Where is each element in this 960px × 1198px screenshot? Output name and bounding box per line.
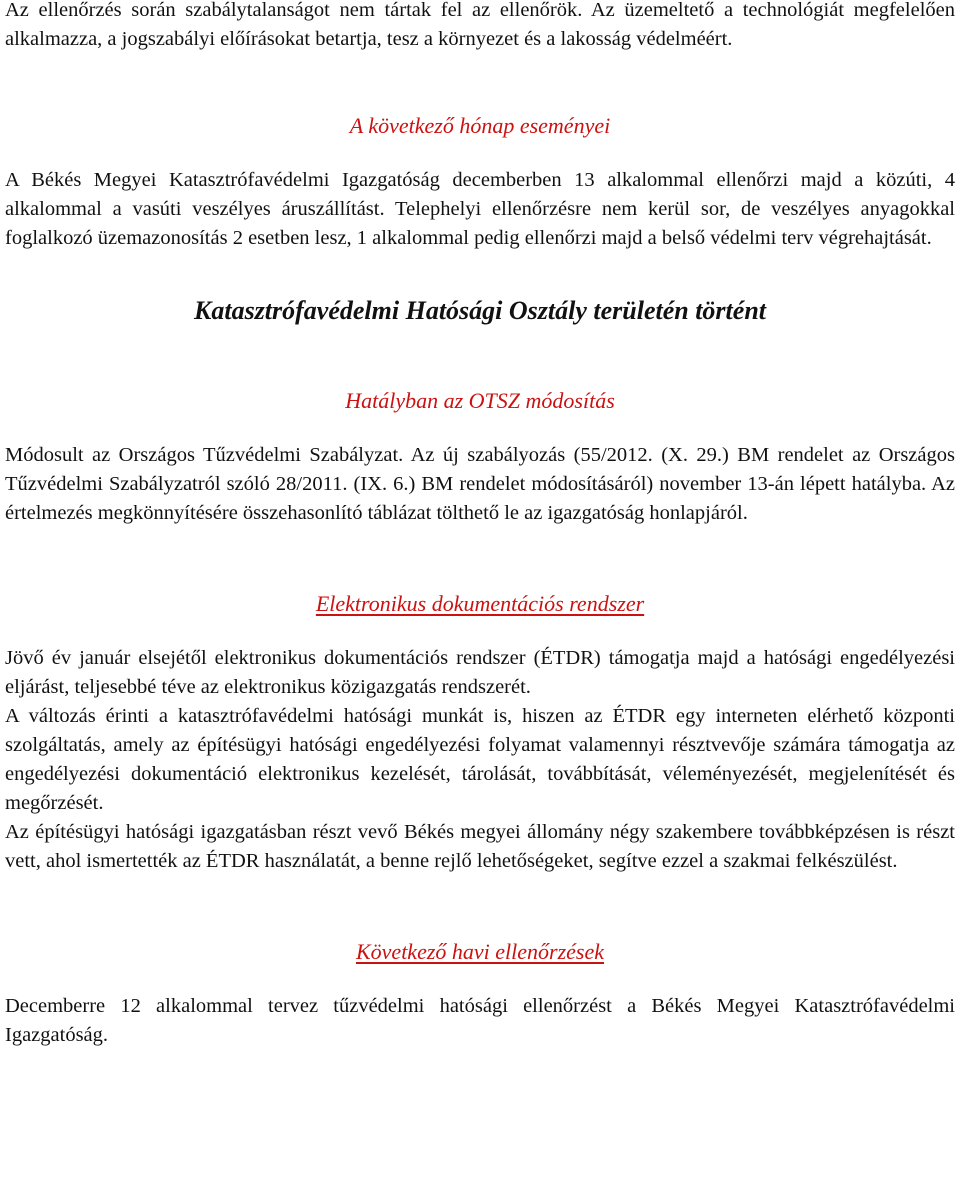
authority-heading: Katasztrófavédelmi Hatósági Osztály területén történt bbox=[194, 296, 766, 325]
events-heading: A következő hónap eseményei bbox=[349, 113, 611, 138]
document-page bbox=[5, 0, 955, 1050]
etdr-paragraph-1: Jövő év január elsejétől elektronikus dokumentációs rendszer (ÉTDR) támogatja majd a hatósági engedélyezési eljárást, teljesebbé téve az elektronikus közigazgatás rendszerét. bbox=[5, 647, 955, 698]
etdr-paragraph-3: Az építésügyi hatósági igazgatásban részt vevő Békés megyei állomány négy szakembere továbbképzésen is részt vett, ahol ismertették az ÉTDR használatát, a benne rejlő lehetőségeket, segítve ezzel a szakmai felkészülést. bbox=[5, 821, 955, 872]
next-checks-heading: Következő havi ellenőrzések bbox=[355, 939, 604, 964]
next-checks-paragraph: Decemberre 12 alkalommal tervez tűzvédelmi hatósági ellenőrzést a Békés Megyei Katasztrófavédelmi Igazgatóság. bbox=[5, 995, 955, 1046]
events-paragraph: A Békés Megyei Katasztrófavédelmi Igazgatóság decemberben 13 alkalommal ellenőrzi majd a közúti, 4 alkalommal a vasúti veszélyes áruszállítást. Telephelyi ellenőrzésre nem kerül sor, de veszélyes anyagokkal foglalkozó üzemazonosítás 2 esetben lesz, 1 alkalommal pedig ellenőrzi majd a belső védelmi terv végrehajtását. bbox=[5, 169, 955, 249]
etdr-paragraph-2: A változás érinti a katasztrófavédelmi hatósági munkát is, hiszen az ÉTDR egy interneten elérhető központi szolgáltatás, amely az építésügyi hatósági engedélyezési folyamat valamennyi résztvevője számára támogatja az engedélyezési dokumentáció elektronikus kezelését, tárolását, továbbítását, véleményezését, megjelenítését és megőrzését. bbox=[5, 705, 955, 814]
etdr-heading: Elektronikus dokumentációs rendszer bbox=[315, 591, 645, 616]
intro-paragraph: Az ellenőrzés során szabálytalanságot nem tártak fel az ellenőrök. Az üzemeltető a technológiát megfelelően alkalmazza, a jogszabályi előírásokat betartja, tesz a környezet és a lakosság védelméért. bbox=[5, 0, 955, 50]
otsz-paragraph: Módosult az Országos Tűzvédelmi Szabályzat. Az új szabályozás (55/2012. (X. 29.) BM rendelet az Országos Tűzvédelmi Szabályzatról szóló 28/2011. (IX. 6.) BM rendelet módosításáról) november 13-án lépett hatályba. Az értelmezés megkönnyítésére összehasonlító táblázat tölthető le az igazgatóság honlapjáról. bbox=[5, 444, 955, 524]
otsz-heading: Hatályban az OTSZ módosítás bbox=[345, 388, 615, 413]
